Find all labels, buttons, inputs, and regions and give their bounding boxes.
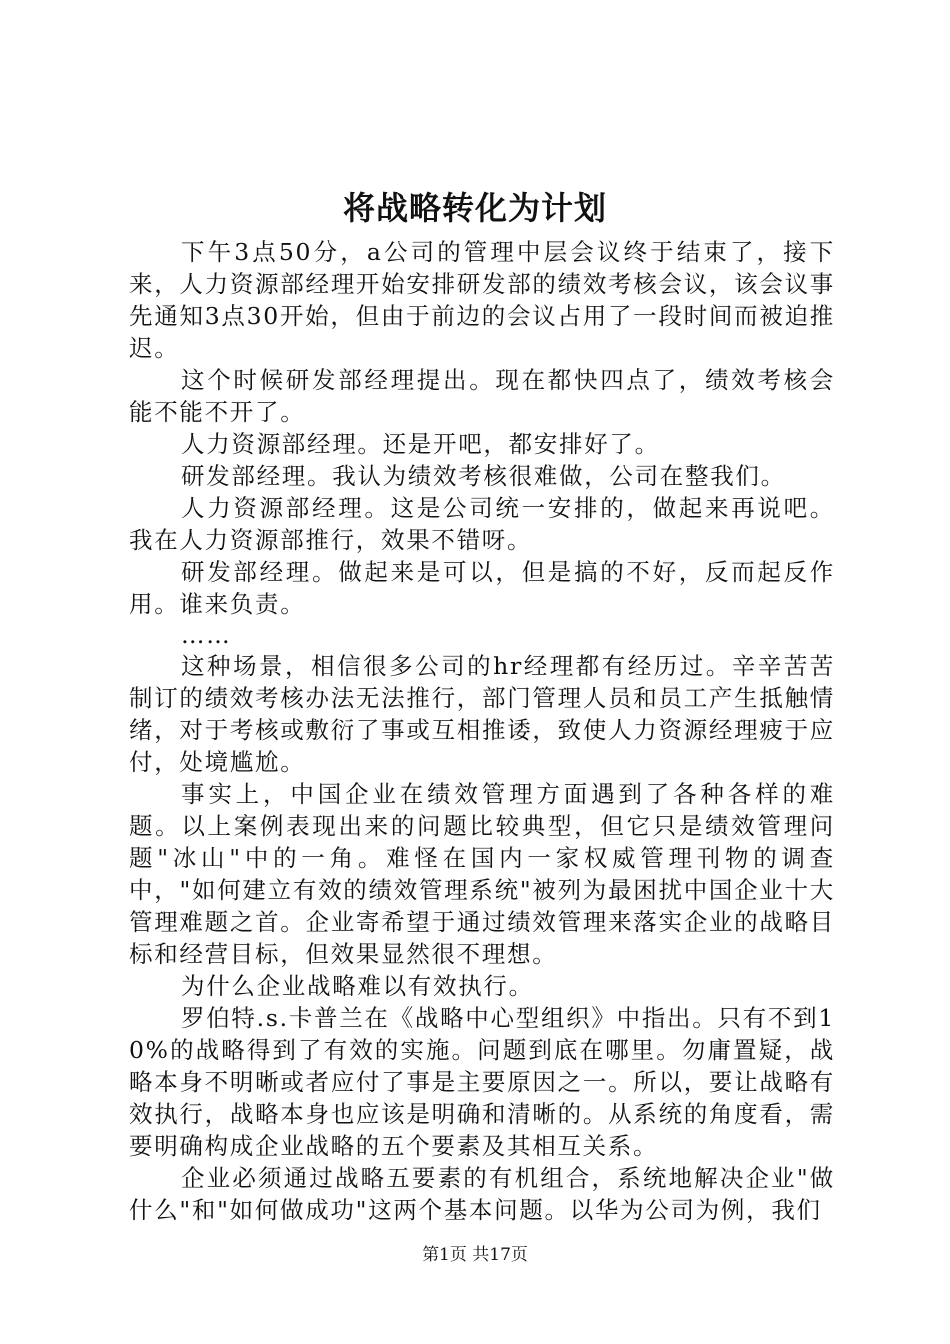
document-body xyxy=(129,236,835,1226)
paragraph: 为什么企业战略难以有效执行。 xyxy=(181,972,534,1000)
paragraph: 企业必须通过战略五要素的有机组合，系统地解决企业"做什么"和"如何做成功"这两个基本问题。以华为公司为例，我们 xyxy=(129,1164,835,1224)
paragraph: 罗伯特.s.卡普兰在《战略中心型组织》中指出。只有不到10%的战略得到了有效的实施。问题到底在哪里。勿庸置疑，战略本身不明晰或者应付了事是主要原因之一。所以，要让战略有效执行，战略本身也应该是明确和清晰的。从系统的角度看，需要明确构成企业战略的五个要素及其相互关系。 xyxy=(129,1004,835,1160)
paragraph: 研发部经理。做起来是可以，但是搞的不好，反而起反作用。谁来负责。 xyxy=(129,558,835,618)
paragraph: 这种场景，相信很多公司的hr经理都有经历过。辛辛苦苦制订的绩效考核办法无法推行，部门管理人员和员工产生抵触情绪，对于考核或敷衍了事或互相推诿，致使人力资源经理疲于应付，处境尴尬。 xyxy=(129,652,835,776)
paragraph: 事实上，中国企业在绩效管理方面遇到了各种各样的难题。以上案例表现出来的问题比较典型，但它只是绩效管理问题"冰山"中的一角。难怪在国内一家权威管理刊物的调查中，"如何建立有效的绩效管理系统"被列为最困扰中国企业十大管理难题之首。企业寄希望于通过绩效管理来落实企业的战略目标和经营目标，但效果显然很不理想。 xyxy=(129,780,835,968)
paragraph: 研发部经理。我认为绩效考核很难做，公司在整我们。 xyxy=(181,462,786,490)
paragraph: 这个时候研发部经理提出。现在都快四点了，绩效考核会能不能不开了。 xyxy=(129,366,835,426)
paragraph: 人力资源部经理。还是开吧，都安排好了。 xyxy=(181,430,660,458)
page-number-footer: 第1页 共17页 xyxy=(422,1245,528,1265)
paragraph: 人力资源部经理。这是公司统一安排的，做起来再说吧。我在人力资源部推行，效果不错呀。 xyxy=(129,494,835,554)
paragraph: 下午3点50分，a公司的管理中层会议终于结束了，接下来，人力资源部经理开始安排研发部的绩效考核会议，该会议事先通知3点30开始，但由于前边的会议占用了一段时间而被迫推迟。 xyxy=(129,238,835,362)
document-title: 将战略转化为计划 xyxy=(342,189,607,227)
ellipsis-paragraph: …… xyxy=(181,621,232,649)
